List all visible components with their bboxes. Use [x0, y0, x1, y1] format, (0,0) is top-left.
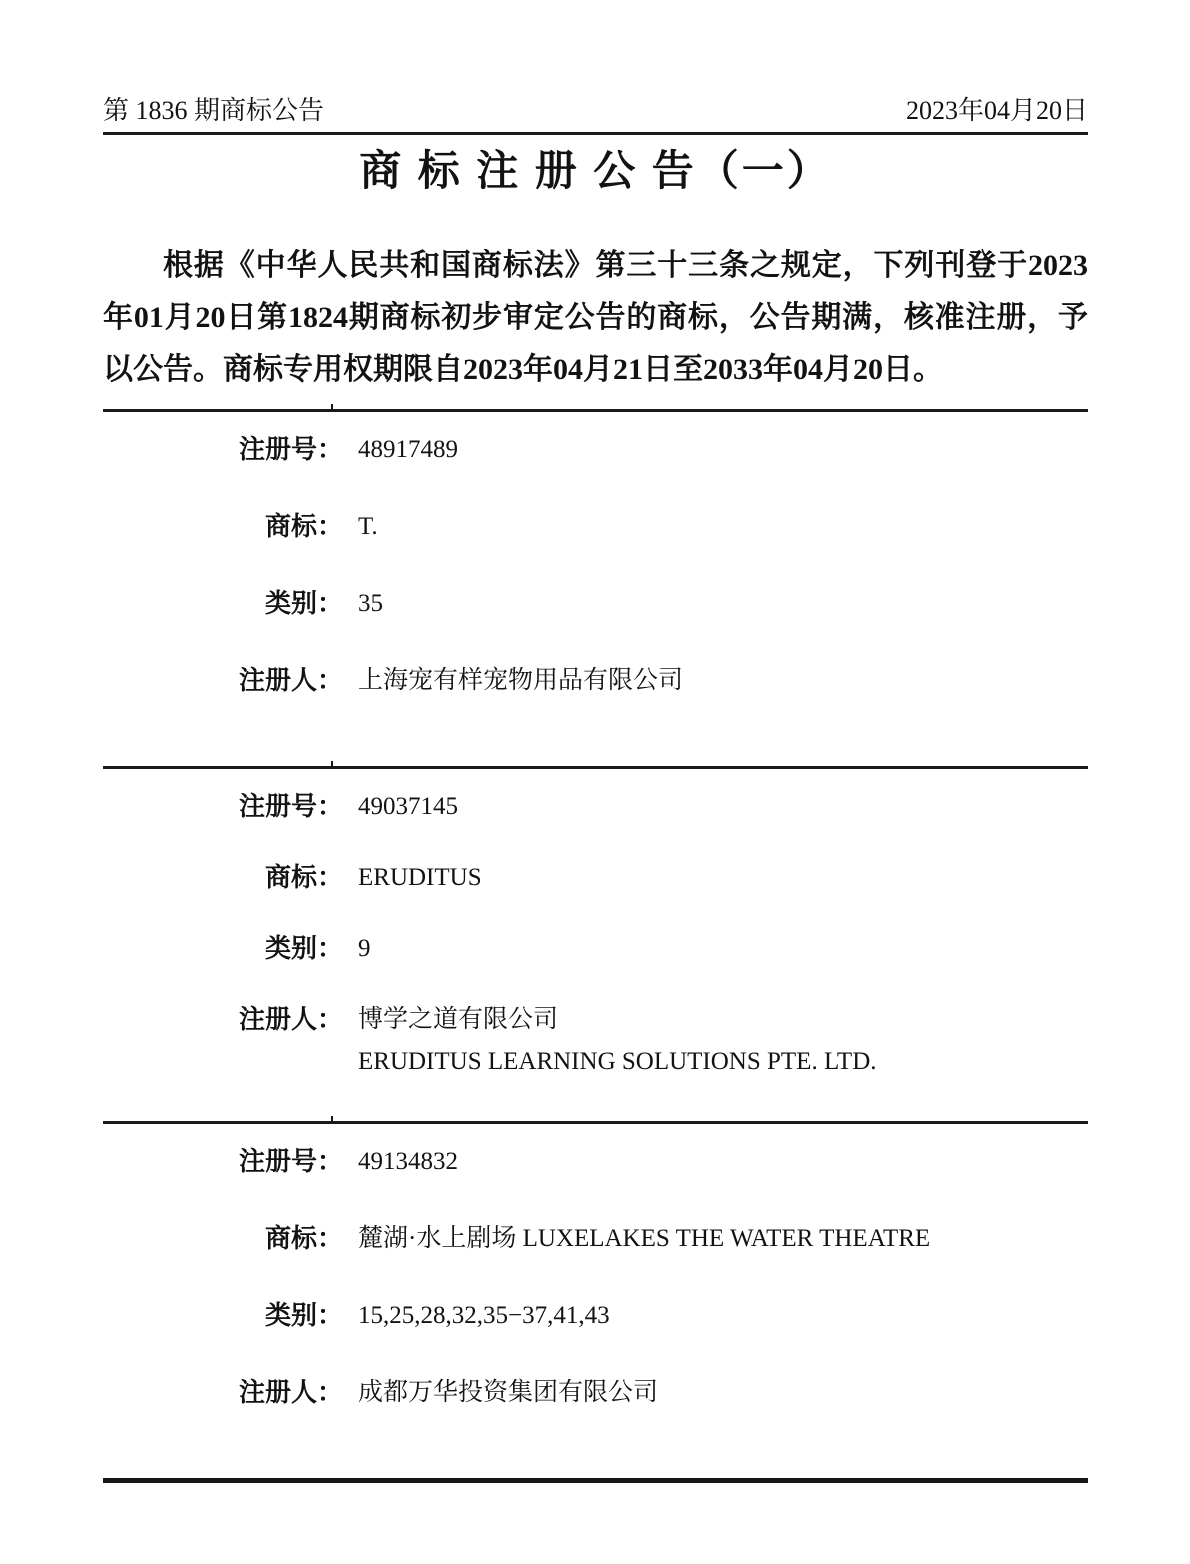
- field-row-class: [103, 590, 1088, 617]
- field-row-registrant: [103, 1379, 1088, 1406]
- intro-paragraph: 根据《中华人民共和国商标法》第三十三条之规定，下列刊登于2023年01月20日第1824期商标初步审定公告的商标，公告期满，核准注册，予以公告。商标专用权期限自2023年04月21日至2033年04月20日。: [103, 249, 1088, 386]
- page-title: 商 标 注 册 公 告（一）: [359, 149, 832, 195]
- field-row-class: [103, 1302, 1088, 1329]
- field-label-class: 类别：: [264, 934, 343, 963]
- header-date: 2023年04月20日: [905, 96, 1088, 125]
- table-column-tick: [331, 404, 333, 411]
- field-value-mark: T.: [358, 513, 378, 540]
- trademark-entry: [103, 412, 1088, 766]
- field-value-class: 35: [358, 590, 383, 617]
- bottom-rule: [103, 1478, 1088, 1483]
- field-value-class: 9: [358, 935, 371, 962]
- field-label-mark: 商标：: [264, 512, 343, 541]
- trademark-entry: [103, 1124, 1088, 1478]
- field-label-class: 类别：: [264, 1301, 343, 1330]
- field-label-class: 类别：: [264, 589, 343, 618]
- field-row-mark: [103, 1225, 1088, 1252]
- field-value-registrant: [343, 1006, 877, 1075]
- field-label-mark: 商标：: [264, 1224, 343, 1253]
- field-row-mark: [103, 864, 1088, 891]
- field-row-registrant: [103, 667, 1088, 694]
- registrant-line-1: 博学之道有限公司: [358, 1006, 559, 1033]
- field-label-regno: 注册号：: [238, 435, 343, 464]
- entry-separator: [103, 1121, 1088, 1124]
- field-row-registrant: [103, 1006, 1088, 1075]
- header-issue: 第 1836 期商标公告: [103, 96, 325, 125]
- field-row-regno: [103, 793, 1088, 820]
- field-label-registrant: 注册人：: [238, 1005, 343, 1034]
- table-column-tick: [331, 761, 333, 768]
- field-value-mark: ERUDITUS: [358, 864, 482, 891]
- page-header: [103, 96, 1088, 126]
- field-value-regno: 49134832: [358, 1148, 458, 1175]
- field-row-class: [103, 935, 1088, 962]
- header-rule: [103, 132, 1088, 135]
- table-column-tick: [331, 1116, 333, 1123]
- field-value-registrant: 上海宠有样宠物用品有限公司: [358, 667, 684, 694]
- entry-separator: [103, 766, 1088, 769]
- field-value-regno: 48917489: [358, 436, 458, 463]
- field-row-regno: [103, 436, 1088, 463]
- field-row-mark: [103, 513, 1088, 540]
- field-label-regno: 注册号：: [238, 1147, 343, 1176]
- field-label-mark: 商标：: [264, 863, 343, 892]
- field-label-regno: 注册号：: [238, 792, 343, 821]
- trademark-entry: [103, 769, 1088, 1121]
- field-value-class: 15,25,28,32,35−37,41,43: [358, 1302, 610, 1329]
- field-value-regno: 49037145: [358, 793, 458, 820]
- field-label-registrant: 注册人：: [238, 666, 343, 695]
- field-value-mark: 麓湖·水上剧场 LUXELAKES THE WATER THEATRE: [358, 1225, 931, 1252]
- field-value-registrant: 成都万华投资集团有限公司: [358, 1379, 659, 1406]
- registrant-line-2: ERUDITUS LEARNING SOLUTIONS PTE. LTD.: [358, 1048, 877, 1075]
- field-label-registrant: 注册人：: [238, 1378, 343, 1407]
- field-row-regno: [103, 1148, 1088, 1175]
- entry-separator: [103, 409, 1088, 412]
